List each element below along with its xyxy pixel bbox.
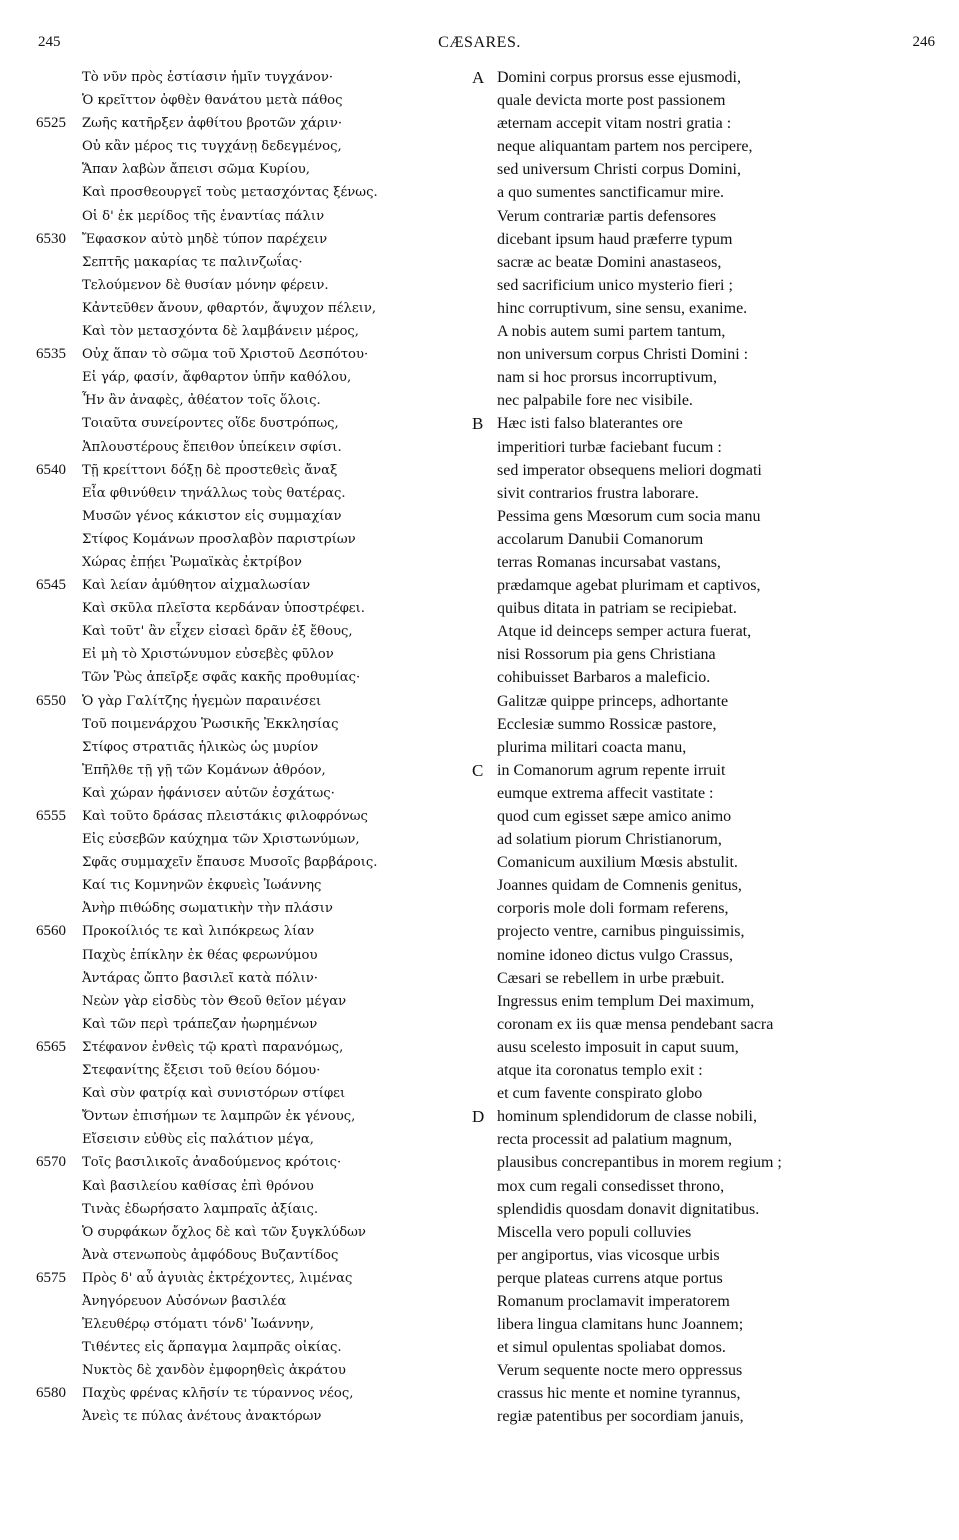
latin-verse-line [472,436,942,459]
verse-number: 6545 [36,577,66,594]
greek-verse-text: Παχὺς φρένας κλῆσίν τε τύραννος νέος, [82,1386,354,1402]
latin-verse-line [472,551,942,574]
latin-verse-line [472,1313,942,1336]
latin-verse-line [472,1359,942,1382]
greek-verse-line [36,1059,476,1082]
latin-verse-line [472,920,942,943]
greek-verse-line [36,66,476,89]
latin-verse-line [472,643,942,666]
verse-number: 6550 [36,692,66,709]
latin-verse-text: Verum contrariæ partis defensores [497,207,717,225]
latin-verse-text: Cæsari se rebellem in urbe præbuit. [497,969,725,987]
greek-verse-text: Τῇ κρείττονι δόξῃ δὲ προστεθεὶς ἄναξ [82,462,338,478]
latin-verse-line [472,251,942,274]
latin-verse-line [472,967,942,990]
latin-verse-line [472,389,942,412]
greek-verse-line [36,320,476,343]
greek-verse-text: Χώρας ἐπῄει Ῥωμαϊκὰς ἐκτρίβον [82,554,302,570]
page-header [0,34,959,56]
greek-verse-line [36,713,476,736]
latin-verse-line [472,1036,942,1059]
greek-verse-text: Νυκτὸς δὲ χανδὸν ἐμφορηθεὶς ἀκράτου [82,1363,346,1379]
greek-verse-text: Ζωῆς κατῆρξεν ἀφθίτου βροτῶν χάριν· [82,116,343,132]
latin-verse-line [472,1336,942,1359]
latin-verse-text: per angiportus, vias vicosque urbis [497,1246,720,1264]
latin-verse-text: Verum sequente nocte mero oppressus [497,1362,743,1380]
latin-verse-text: crassus hic mente et nomine tyrannus, [497,1385,741,1403]
greek-verse-line [36,597,476,620]
greek-verse-text: Οἱ δ' ἐκ μερίδος τῆς ἐναντίας πάλιν [82,208,325,224]
verse-number: 6580 [36,1385,66,1402]
greek-verse-line [36,736,476,759]
verse-number: 6535 [36,346,66,363]
greek-verse-text: Σφᾶς συμμαχεῖν ἔπαυσε Μυσοῖς βαρβάροις. [82,855,378,871]
latin-verse-line [472,274,942,297]
latin-verse-text: Pessima gens Mœsorum cum socia manu [497,507,761,525]
latin-verse-text: a quo sumentes sanctificamur mire. [497,184,725,202]
greek-verse-line [36,459,476,482]
latin-verse-line [472,690,942,713]
greek-verse-line [36,1221,476,1244]
greek-verse-line [36,389,476,412]
latin-verse-line [472,366,942,389]
greek-verse-line [36,620,476,643]
section-marker: B [472,414,484,434]
greek-verse-text: Ὄντων ἐπισήμων τε λαμπρῶν ἐκ γένους, [82,1109,356,1125]
greek-verse-line [36,805,476,828]
latin-verse-text: A nobis autem sumi partem tantum, [497,323,726,341]
greek-verse-text: Καὶ λείαν ἀμύθητον αἰχμαλωσίαν [82,578,311,594]
latin-verse-line [472,1151,942,1174]
latin-verse-text: non universum corpus Christi Domini : [497,346,749,364]
greek-verse-text: Ἅπαν λαβὼν ἄπεισι σῶμα Κυρίου, [82,162,310,178]
running-title: CÆSARES. [438,34,521,51]
greek-verse-text: Ἀντάρας ὤπτο βασιλεῖ κατὰ πόλιν· [82,970,318,986]
latin-verse-line [472,112,942,135]
greek-verse-line [36,1036,476,1059]
greek-verse-text: Ἐλευθέρῳ στόματι τόνδ' Ἰωάννην, [82,1317,314,1333]
greek-verse-text: Ἔφασκον αὐτὸ μηδὲ τύπον παρέχειν [82,231,328,247]
latin-verse-text: Ingressus enim templum Dei maximum, [497,992,755,1010]
greek-verse-text: Στέφανον ἐνθεὶς τῷ κρατὶ παρανόμως, [82,1039,344,1055]
verse-number: 6525 [36,115,66,132]
latin-verse-text: Atque id deinceps semper actura fuerat, [497,623,752,641]
page-number-left: 245 [38,34,61,50]
greek-verse-text: Καὶ τὸν μετασχόντα δὲ λαμβάνειν μέρος, [82,324,359,340]
latin-verse-line [472,805,942,828]
latin-verse-line [472,1221,942,1244]
latin-verse-text: projecto ventre, carnibus pinguissimis, [497,923,745,941]
greek-verse-line [36,297,476,320]
greek-verse-line [36,1198,476,1221]
latin-verse-text: sivit contrarios frustra laborare. [497,484,699,502]
latin-verse-line [472,459,942,482]
greek-verse-line [36,1082,476,1105]
latin-verse-line [472,1059,942,1082]
greek-verse-line [36,1336,476,1359]
greek-verse-text: Καὶ προσθεουργεῖ τοὺς μετασχόντας ξένως. [82,185,378,201]
greek-verse-line [36,690,476,713]
greek-verse-text: Καί τις Κομνηνῶν ἐκφυεὶς Ἰωάννης [82,878,322,894]
latin-verse-line [472,874,942,897]
latin-verse-text: nam si hoc prorsus incorruptivum, [497,369,717,387]
latin-verse-line [472,759,942,782]
greek-verse-line [36,1175,476,1198]
greek-verse-text: Οὐ κἂν μέρος τις τυγχάνῃ δεδεγμένος, [82,139,342,155]
latin-verse-text: hinc corruptivum, sine sensu, exanime. [497,299,748,317]
latin-verse-text: ad solatium piorum Christianorum, [497,831,722,849]
greek-verse-text: Ἀνηγόρευον Αὐσόνων βασιλέα [82,1293,287,1309]
verse-number: 6560 [36,923,66,940]
greek-verse-line [36,897,476,920]
latin-verse-text: recta processit ad palatium magnum, [497,1131,733,1149]
greek-verse-line [36,274,476,297]
latin-verse-line [472,320,942,343]
latin-verse-text: neque aliquantam partem nos percipere, [497,138,753,156]
greek-verse-text: Τῶν Ῥὼς ἀπεῖρξε σφᾶς κακῆς προθυμίας· [82,670,361,686]
verse-number: 6570 [36,1154,66,1171]
latin-verse-line [472,505,942,528]
latin-verse-text: Romanum proclamavit imperatorem [497,1292,730,1310]
latin-verse-text: plausibus concrepantibus in morem regium ; [497,1154,782,1172]
latin-verse-text: hominum splendidorum de classe nobili, [497,1108,757,1126]
latin-verse-line [472,1105,942,1128]
latin-verse-line [472,228,942,251]
latin-verse-line [472,482,942,505]
latin-verse-line [472,412,942,435]
latin-text-column [472,66,942,1429]
latin-verse-text: mox cum regali consedisset throno, [497,1177,725,1195]
greek-verse-text: Τοῦ ποιμενάρχου Ῥωσικῆς Ἐκκλησίας [82,716,339,732]
greek-verse-text: Καὶ σὺν φατρίᾳ καὶ συνιστόρων στίφει [82,1086,346,1102]
greek-verse-line [36,1359,476,1382]
greek-verse-text: Εἰ μὴ τὸ Χριστώνυμον εὐσεβὲς φῦλον [82,647,334,663]
greek-verse-text: Εἰ γάρ, φασίν, ἄφθαρτον ὑπῆν καθόλου, [82,370,352,386]
latin-verse-line [472,1244,942,1267]
latin-verse-line [472,944,942,967]
greek-verse-line [36,412,476,435]
greek-verse-text: Ἦν ἂν ἀναφὲς, ἀθέατον τοῖς ὅλοις. [82,393,321,409]
latin-verse-line [472,828,942,851]
latin-verse-line [472,597,942,620]
latin-verse-line [472,782,942,805]
latin-verse-text: imperitiori turbæ faciebant fucum : [497,438,722,456]
verse-number: 6565 [36,1038,66,1055]
greek-verse-line [36,366,476,389]
greek-verse-text: Εἴσεισιν εὐθὺς εἰς παλάτιον μέγα, [82,1132,314,1148]
greek-verse-text: Ἀνεὶς τε πύλας ἀνέτους ἀνακτόρων [82,1409,322,1425]
greek-verse-text: Στεφανίτης ἔξεισι τοῦ θείου δόμου· [82,1063,321,1079]
latin-verse-text: regiæ patentibus per socordiam januis, [497,1408,744,1426]
latin-verse-line [472,343,942,366]
greek-verse-line [36,181,476,204]
latin-verse-text: Hæc isti falso blaterantes ore [497,415,683,433]
greek-verse-line [36,112,476,135]
greek-verse-text: Ἁπλουστέρους ἔπειθον ὑπείκειν σφίσι. [82,439,342,455]
latin-verse-line [472,1198,942,1221]
latin-verse-line [472,620,942,643]
latin-verse-text: accolarum Danubii Comanorum [497,530,704,548]
latin-verse-line [472,574,942,597]
latin-verse-line [472,897,942,920]
latin-verse-text: perque plateas currens atque portus [497,1269,723,1287]
greek-verse-line [36,1290,476,1313]
latin-verse-text: Joannes quidam de Comnenis genitus, [497,877,742,895]
greek-verse-line [36,482,476,505]
greek-verse-text: Καὶ χώραν ἠφάνισεν αὐτῶν ἐσχάτως· [82,785,335,801]
latin-verse-text: eumque extrema affecit vastitate : [497,784,714,802]
greek-verse-line [36,1013,476,1036]
latin-verse-text: sed imperator obsequens meliori dogmati [497,461,762,479]
greek-verse-text: Ὁ κρεῖττον ὀφθὲν θανάτου μετὰ πάθος [82,93,343,109]
greek-verse-line [36,528,476,551]
greek-verse-text: Ἐπῆλθε τῇ γῇ τῶν Κομάνων ἀθρόον, [82,762,326,778]
latin-verse-text: nisi Rossorum pia gens Christiana [497,646,716,664]
greek-verse-line [36,759,476,782]
greek-verse-line [36,1267,476,1290]
greek-verse-text: Εἰς εὐσεβῶν καύχημα τῶν Χριστωνύμων, [82,832,360,848]
verse-number: 6540 [36,461,66,478]
greek-verse-text: Ἀνὰ στενωποὺς ἀμφόδους Βυζαντίδος [82,1247,339,1263]
greek-verse-line [36,666,476,689]
latin-verse-text: Ecclesiæ summo Rossicæ pastore, [497,715,717,733]
greek-verse-text: Ὁ συρφάκων ὄχλος δὲ καὶ τῶν ξυγκλύδων [82,1224,366,1240]
greek-verse-text: Προκοίλιός τε καὶ λιπόκρεως λίαν [82,924,315,940]
greek-verse-line [36,1128,476,1151]
section-marker: C [472,760,484,780]
latin-verse-line [472,1405,942,1428]
greek-verse-text: Καὶ τῶν περὶ τράπεζαν ἠωρημένων [82,1016,318,1032]
page-number-right: 246 [912,34,935,50]
greek-verse-text: Πρὸς δ' αὖ ἀγυιὰς ἐκτρέχοντες, λιμένας [82,1270,353,1286]
latin-verse-line [472,736,942,759]
latin-verse-text: libera lingua clamitans hunc Joannem; [497,1316,744,1334]
latin-verse-text: atque ita coronatus templo exit : [497,1062,703,1080]
latin-verse-line [472,135,942,158]
greek-text-column [36,66,476,1429]
latin-verse-text: Comanicum auxilium Mœsis abstulit. [497,854,738,872]
greek-verse-line [36,1105,476,1128]
latin-verse-text: Galitzæ quippe princeps, adhortante [497,692,729,710]
greek-verse-text: Καὶ τοῦτο δράσας πλειστάκις φιλοφρόνως [82,809,368,824]
latin-verse-line [472,66,942,89]
latin-verse-text: quod cum egisset sæpe amico animo [497,808,732,825]
latin-verse-text: nec palpabile fore nec visibile. [497,392,693,410]
greek-verse-line [36,135,476,158]
greek-verse-text: Οὐχ ἅπαν τὸ σῶμα τοῦ Χριστοῦ Δεσπότου· [82,347,369,363]
greek-verse-line [36,1313,476,1336]
latin-verse-text: sacræ ac beatæ Domini anastaseos, [497,253,722,271]
latin-verse-text: prædamque agebat plurimam et captivos, [497,577,761,595]
greek-verse-text: Σεπτῆς μακαρίας τε παλινζωΐας· [82,254,303,270]
latin-verse-line [472,1175,942,1198]
latin-verse-line [472,666,942,689]
greek-verse-text: Νεὼν γὰρ εἰσδὺς τὸν Θεοῦ θεῖον μέγαν [82,993,347,1009]
greek-verse-text: Στίφος Κομάνων προσλαβὸν παριστρίων [82,531,356,547]
latin-verse-text: Domini corpus prorsus esse ejusmodi, [497,69,741,86]
greek-verse-text: Εἶα φθινύθειν τηνάλλως τοὺς θατέρας. [82,485,346,501]
latin-verse-text: sed sacrificium unico mysterio fieri ; [497,276,733,294]
greek-verse-line [36,551,476,574]
greek-verse-text: Τιθέντες εἰς ἅρπαγμα λαμπρᾶς οἰκίας. [82,1340,342,1356]
greek-verse-line [36,574,476,597]
greek-verse-text: Καὶ βασιλείου καθίσας ἐπὶ θρόνου [82,1178,314,1194]
latin-verse-line [472,1013,942,1036]
latin-verse-line [472,1290,942,1313]
greek-verse-text: Καὶ τοῦτ' ἂν εἶχεν εἰσαεὶ δρᾶν ἐξ ἔθους, [82,624,353,640]
greek-verse-line [36,967,476,990]
greek-verse-text: Παχὺς ἐπίκλην ἐκ θέας φερωνύμου [82,947,318,963]
section-marker: A [472,68,485,87]
greek-verse-text: Κἀντεῦθεν ἄνουν, φθαρτόν, ἄψυχον πέλειν, [82,300,377,316]
latin-verse-text: dicebant ipsum haud præferre typum [497,230,733,248]
greek-verse-line [36,828,476,851]
greek-verse-line [36,643,476,666]
greek-verse-line [36,89,476,112]
latin-verse-line [472,89,942,112]
verse-number: 6530 [36,230,66,247]
latin-verse-text: splendidis quosdam donavit dignitatibus. [497,1200,760,1218]
latin-verse-line [472,1267,942,1290]
greek-verse-line [36,505,476,528]
latin-verse-text: et cum favente conspirato globo [497,1085,703,1103]
latin-verse-text: coronam ex iis quæ mensa pendebant sacra [497,1015,774,1033]
latin-verse-line [472,1382,942,1405]
latin-verse-text: terras Romanas incursabat vastans, [497,553,721,571]
greek-verse-line [36,205,476,228]
greek-verse-line [36,990,476,1013]
latin-verse-line [472,181,942,204]
latin-verse-line [472,713,942,736]
greek-verse-line [36,1405,476,1428]
greek-verse-line [36,1244,476,1267]
greek-verse-line [36,944,476,967]
greek-verse-text: Μυσῶν γένος κάκιστον εἰς συμμαχίαν [82,508,342,524]
greek-verse-text: Καὶ σκῦλα πλεῖστα κερδάναν ὑποστρέφει. [82,601,365,617]
latin-verse-text: Miscella vero populi colluvies [497,1223,692,1241]
greek-verse-text: Τινὰς ἐδωρήσατο λαμπραῖς ἀξίαις. [82,1201,319,1217]
greek-verse-line [36,874,476,897]
greek-verse-text: Ὁ γὰρ Γαλίτζης ἡγεμὼν παραινέσει [82,693,322,709]
greek-verse-text: Τὸ νῦν πρὸς ἑστίασιν ἡμῖν τυγχάνον· [82,70,334,85]
latin-verse-text: cohibuisset Barbaros a maleficio. [497,669,711,687]
greek-verse-text: Τοῖς βασιλικοῖς ἀναδούμενος κρότοις· [82,1155,342,1171]
latin-verse-text: æternam accepit vitam nostri gratia : [497,115,732,133]
latin-verse-text: et simul opulentas spoliabat domos. [497,1339,726,1357]
greek-verse-text: Τελούμενον δὲ θυσίαν μόνην φέρειν. [82,277,329,293]
latin-verse-text: plurima militari coacta manu, [497,738,687,756]
greek-verse-text: Τοιαῦτα συνείροντες οἵδε δυστρόπως, [82,416,339,432]
greek-verse-line [36,436,476,459]
latin-verse-text: nomine idoneo dictus vulgo Crassus, [497,946,733,964]
latin-verse-line [472,1082,942,1105]
greek-verse-line [36,851,476,874]
latin-verse-text: corporis mole doli formam referens, [497,900,729,918]
greek-verse-line [36,782,476,805]
greek-verse-text: Ἀνὴρ πιθώδης σωματικὴν τὴν πλάσιν [82,901,333,917]
latin-verse-line [472,297,942,320]
latin-verse-line [472,990,942,1013]
latin-verse-line [472,1128,942,1151]
section-marker: D [472,1107,485,1127]
verse-number: 6575 [36,1269,66,1286]
latin-verse-text: quale devicta morte post passionem [497,92,726,110]
greek-verse-text: Στίφος στρατιᾶς ἡλικὼς ὡς μυρίον [82,739,319,755]
greek-verse-line [36,920,476,943]
greek-verse-line [36,1151,476,1174]
latin-verse-line [472,158,942,181]
latin-verse-text: ausu scelesto imposuit in caput suum, [497,1038,739,1056]
greek-verse-line [36,343,476,366]
greek-verse-line [36,158,476,181]
greek-verse-line [36,1382,476,1405]
greek-verse-line [36,228,476,251]
latin-verse-line [472,528,942,551]
greek-verse-line [36,251,476,274]
latin-verse-text: sed universum Christi corpus Domini, [497,161,741,179]
latin-verse-text: quibus ditata in patriam se recipiebat. [497,600,737,618]
latin-verse-line [472,205,942,228]
latin-verse-text: in Comanorum agrum repente irruit [497,761,726,779]
latin-verse-line [472,851,942,874]
verse-number: 6555 [36,808,66,824]
